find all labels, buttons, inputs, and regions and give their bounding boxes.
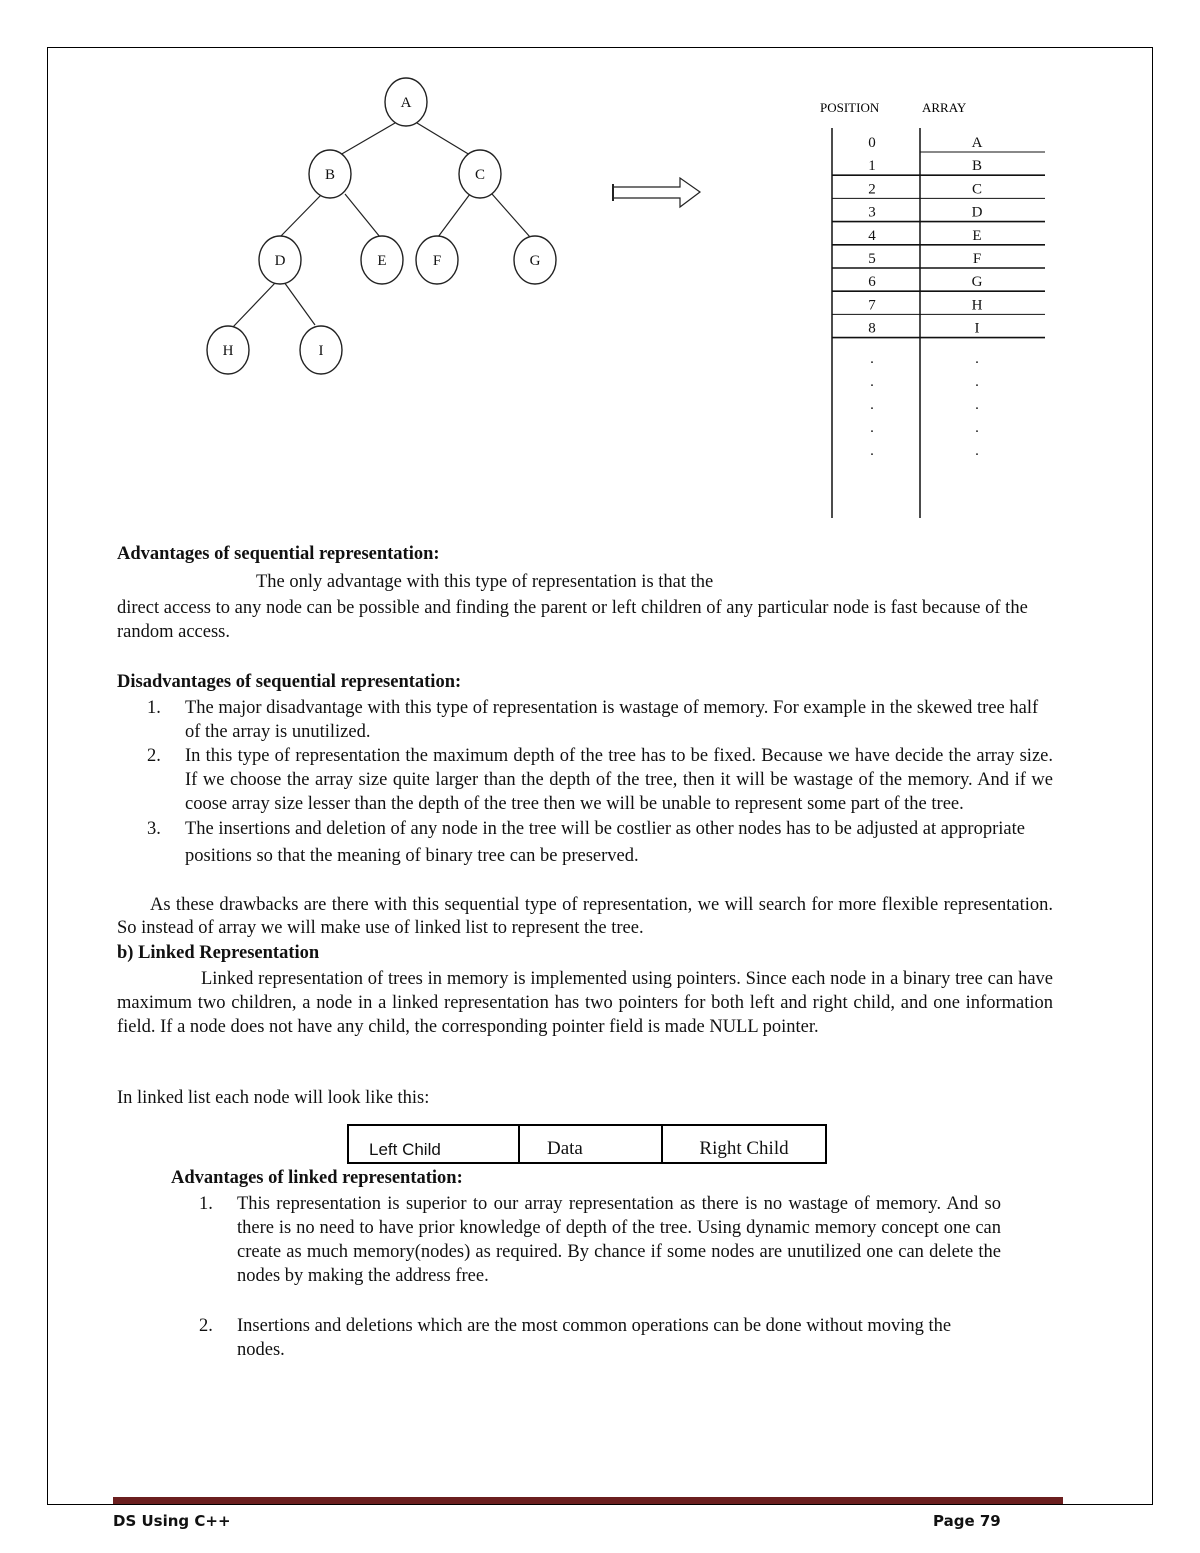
- array-ellipsis: .: [870, 419, 874, 436]
- array-value-cell: F: [972, 251, 982, 267]
- linked-paragraph: Linked representation of trees in memory is implemented using pointers. Since each node in a binary tree can have maximum two children, a node in a linked representation has two pointers for both left and right child, and one information field. If a node does not have any child, the corresponding pointer field is made NULL pointer.: [117, 969, 1053, 1037]
- array-ellipsis: .: [975, 350, 979, 367]
- right-child-cell: Right Child: [699, 1138, 789, 1159]
- tree-node-label: F: [432, 253, 442, 269]
- linked-node-structure: [347, 1124, 827, 1164]
- array-position-cell: 3: [868, 204, 876, 221]
- tree-node-label: D: [274, 253, 286, 269]
- adv-seq-line2: direct access to any node can be possible and finding the parent or left children of any particular node is fast because of the random access.: [117, 598, 1028, 642]
- adv-linked-list: [169, 1192, 1001, 1362]
- tree-node-label: I: [318, 343, 324, 359]
- array-value-cell: E: [972, 227, 982, 244]
- position-header: POSITION: [820, 100, 880, 115]
- list-item: 2. Insertions and deletions which are the most common operations can be done without moving the nodes.: [199, 1316, 952, 1360]
- data-cell: Data: [520, 1126, 663, 1162]
- right-arrow-icon: [605, 170, 710, 215]
- array-value-cell: A: [971, 135, 983, 151]
- adv-seq-title: Advantages of sequential representation:: [117, 544, 440, 564]
- list-item: 1. The major disadvantage with this type of representation is wastage of memory. For example in the skewed tree half of the array is unutilized.: [147, 698, 1039, 742]
- linked-representation-title: b) Linked Representation: [117, 943, 320, 963]
- disadv-title: Disadvantages of sequential representation:: [117, 672, 462, 692]
- array-value-cell: H: [971, 297, 983, 314]
- adv-linked-title: Advantages of linked representation:: [171, 1168, 463, 1188]
- array-ellipsis: .: [975, 419, 979, 436]
- binary-tree-diagram: [190, 70, 590, 390]
- array-ellipsis: .: [870, 396, 874, 413]
- array-position-cell: 7: [868, 297, 876, 314]
- array-position-cell: 6: [868, 274, 876, 291]
- tree-node-label: G: [529, 253, 541, 269]
- array-ellipsis: .: [975, 442, 979, 459]
- list-item: 2. In this type of representation the maximum depth of the tree has to be fixed. Because we have decide the array size. If we choose the array size quite larger than the depth of the tree, then it will be wastage of the memory. And if we coose array size lesser than the depth of the tree then we will be unable to represent some part of the tree.: [147, 746, 1053, 814]
- tree-node-label: E: [377, 253, 387, 269]
- drawbacks-paragraph: As these drawbacks are there with this sequential type of representation, we will search for more flexible representation. So instead of array we will make use of linked list to represent the tree.: [117, 895, 1053, 938]
- disadv-list: [117, 696, 1053, 870]
- array-position-cell: 0: [868, 135, 876, 151]
- array-position-cell: 1: [868, 158, 876, 175]
- footer-divider: [113, 1497, 1063, 1504]
- list-item: 3. The insertions and deletion of any node in the tree will be costlier as other nodes has to be adjusted at appropriate positions so that the meaning of binary tree can be preserved.: [147, 819, 1025, 866]
- node-intro: In linked list each node will look like this:: [117, 1088, 430, 1108]
- adv-seq-line1: The only advantage with this type of representation is that the: [256, 572, 714, 592]
- left-child-cell: Left Child: [349, 1126, 520, 1162]
- array-ellipsis: .: [870, 442, 874, 459]
- footer-page-number: Page 79: [933, 1512, 1001, 1530]
- array-ellipsis: .: [870, 373, 874, 390]
- array-representation-table: [815, 95, 1055, 525]
- array-position-cell: 8: [868, 320, 876, 337]
- array-value-cell: D: [971, 204, 983, 221]
- list-item: 1. This representation is superior to our array representation as there is no wastage of memory. And so there is no need to have prior knowledge of depth of the tree. Using dynamic memory concept one can create as much memory(nodes) as required. By chance if some nodes are unutilized one can delete the nodes by making the address free.: [199, 1194, 1001, 1286]
- tree-node-label: H: [222, 343, 234, 359]
- array-ellipsis: .: [975, 373, 979, 390]
- array-header: ARRAY: [922, 100, 967, 115]
- array-position-cell: 5: [868, 251, 876, 267]
- tree-node-label: A: [400, 95, 412, 111]
- array-position-cell: 2: [868, 181, 876, 198]
- array-ellipsis: .: [975, 396, 979, 413]
- array-ellipsis: .: [870, 350, 874, 367]
- tree-node-label: B: [324, 167, 336, 183]
- array-value-cell: I: [974, 320, 980, 337]
- tree-node-label: C: [474, 167, 486, 183]
- footer-course: DS Using C++: [113, 1512, 231, 1530]
- array-position-cell: 4: [868, 227, 876, 244]
- array-value-cell: C: [971, 181, 983, 198]
- array-value-cell: B: [971, 158, 983, 175]
- array-value-cell: G: [971, 274, 983, 291]
